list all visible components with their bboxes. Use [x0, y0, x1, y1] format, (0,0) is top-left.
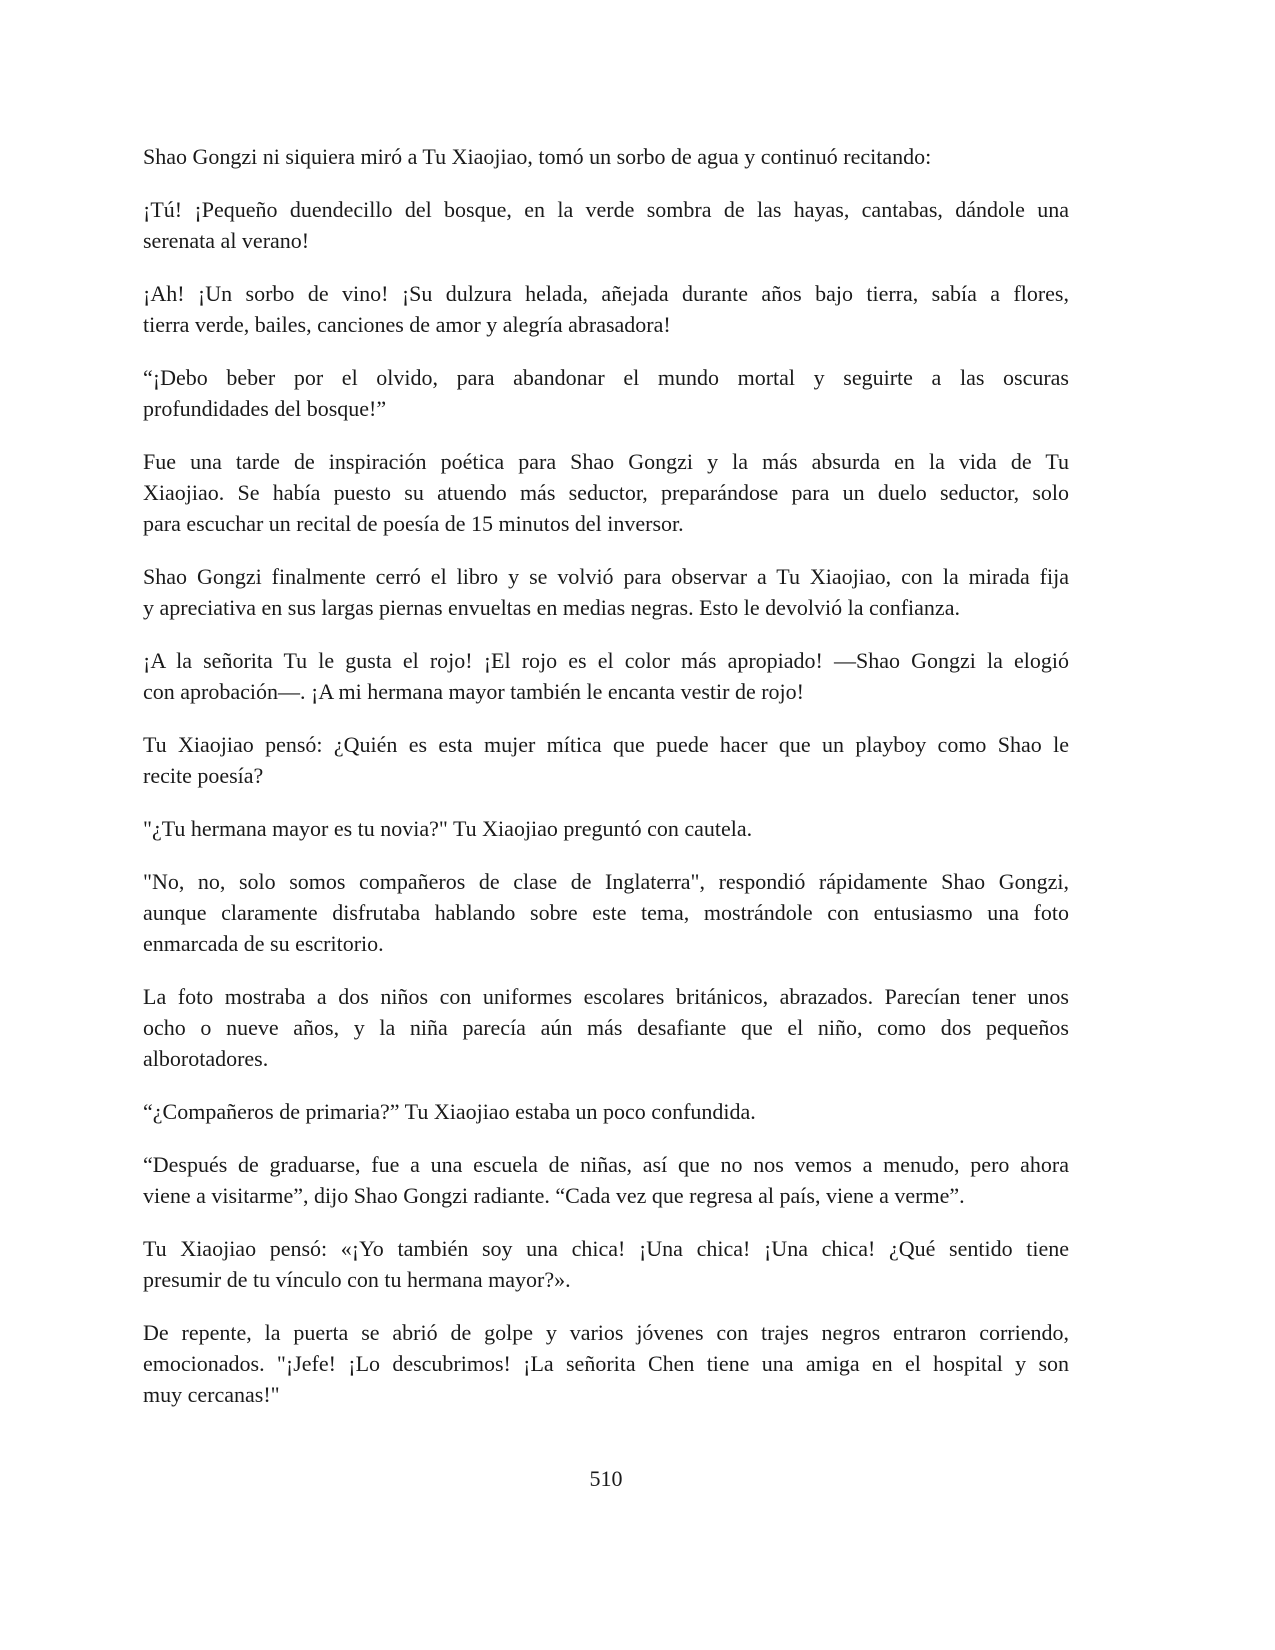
text-line: Tu Xiaojiao pensó: ¿Quién es esta mujer mítica que puede hacer que un playboy como Shao le [143, 732, 1069, 757]
text-line: profundidades del bosque!” [143, 396, 387, 421]
text-line: ¡Tú! ¡Pequeño duendecillo del bosque, en la verde sombra de las hayas, cantabas, dándole una [143, 197, 1069, 222]
paragraph [143, 194, 1069, 256]
text-line: La foto mostraba a dos niños con uniformes escolares británicos, abrazados. Parecían tener unos [143, 984, 1069, 1009]
text-line: aunque claramente disfrutaba hablando sobre este tema, mostrándole con entusiasmo una foto [143, 900, 1069, 925]
paragraph [143, 446, 1069, 539]
paragraph [143, 645, 1069, 707]
text-line: “¿Compañeros de primaria?” Tu Xiaojiao estaba un poco confundida. [143, 1099, 756, 1124]
paragraph [143, 141, 1069, 172]
text-line: Shao Gongzi finalmente cerró el libro y se volvió para observar a Tu Xiaojiao, con la mirada fija [143, 564, 1069, 589]
text-line: y apreciativa en sus largas piernas envueltas en medias negras. Esto le devolvió la confianza. [143, 595, 960, 620]
text-line: ¡A la señorita Tu le gusta el rojo! ¡El rojo es el color más apropiado! —Shao Gongzi la elogió [143, 648, 1069, 673]
text-line: tierra verde, bailes, canciones de amor y alegría abrasadora! [143, 312, 671, 337]
text-line: Tu Xiaojiao pensó: «¡Yo también soy una chica! ¡Una chica! ¡Una chica! ¿Qué sentido tiene [143, 1236, 1069, 1261]
paragraph [143, 1233, 1069, 1295]
paragraph [143, 1149, 1069, 1211]
text-line: “¡Debo beber por el olvido, para abandonar el mundo mortal y seguirte a las oscuras [143, 365, 1069, 390]
text-line: serenata al verano! [143, 228, 310, 253]
paragraph [143, 1096, 1069, 1127]
paragraph [143, 866, 1069, 959]
paragraph [143, 1317, 1069, 1410]
paragraph [143, 362, 1069, 424]
text-line: viene a visitarme”, dijo Shao Gongzi radiante. “Cada vez que regresa al país, viene a verme”. [143, 1183, 965, 1208]
paragraph [143, 981, 1069, 1074]
text-line: “Después de graduarse, fue a una escuela de niñas, así que no nos vemos a menudo, pero ahora [143, 1152, 1069, 1177]
text-line: emocionados. "¡Jefe! ¡Lo descubrimos! ¡La señorita Chen tiene una amiga en el hospital y son [143, 1351, 1069, 1376]
text-line: muy cercanas!" [143, 1382, 280, 1407]
text-line: Shao Gongzi ni siquiera miró a Tu Xiaojiao, tomó un sorbo de agua y continuó recitando: [143, 144, 932, 169]
paragraph [143, 561, 1069, 623]
text-line: De repente, la puerta se abrió de golpe y varios jóvenes con trajes negros entraron corriendo, [143, 1320, 1069, 1345]
text-line: con aprobación—. ¡A mi hermana mayor también le encanta vestir de rojo! [143, 679, 804, 704]
text-line: enmarcada de su escritorio. [143, 931, 384, 956]
text-line: "No, no, solo somos compañeros de clase de Inglaterra", respondió rápidamente Shao Gongzi, [143, 869, 1069, 894]
text-line: alborotadores. [143, 1046, 269, 1071]
text-line: recite poesía? [143, 763, 264, 788]
text-line: presumir de tu vínculo con tu hermana mayor?». [143, 1267, 571, 1292]
text-line: ¡Ah! ¡Un sorbo de vino! ¡Su dulzura helada, añejada durante años bajo tierra, sabía a flores, [143, 281, 1069, 306]
text-line: "¿Tu hermana mayor es tu novia?" Tu Xiaojiao preguntó con cautela. [143, 816, 753, 841]
text-line: para escuchar un recital de poesía de 15 minutos del inversor. [143, 511, 684, 536]
paragraph [143, 813, 1069, 844]
text-line: Xiaojiao. Se había puesto su atuendo más seductor, preparándose para un duelo seductor, solo [143, 480, 1069, 505]
paragraph [143, 729, 1069, 791]
page-number: 510 [589, 1466, 623, 1491]
paragraph [143, 278, 1069, 340]
text-line: ocho o nueve años, y la niña parecía aún más desafiante que el niño, como dos pequeños [143, 1015, 1069, 1040]
text-line: Fue una tarde de inspiración poética para Shao Gongzi y la más absurda en la vida de Tu [143, 449, 1069, 474]
page-body [143, 141, 1069, 1432]
